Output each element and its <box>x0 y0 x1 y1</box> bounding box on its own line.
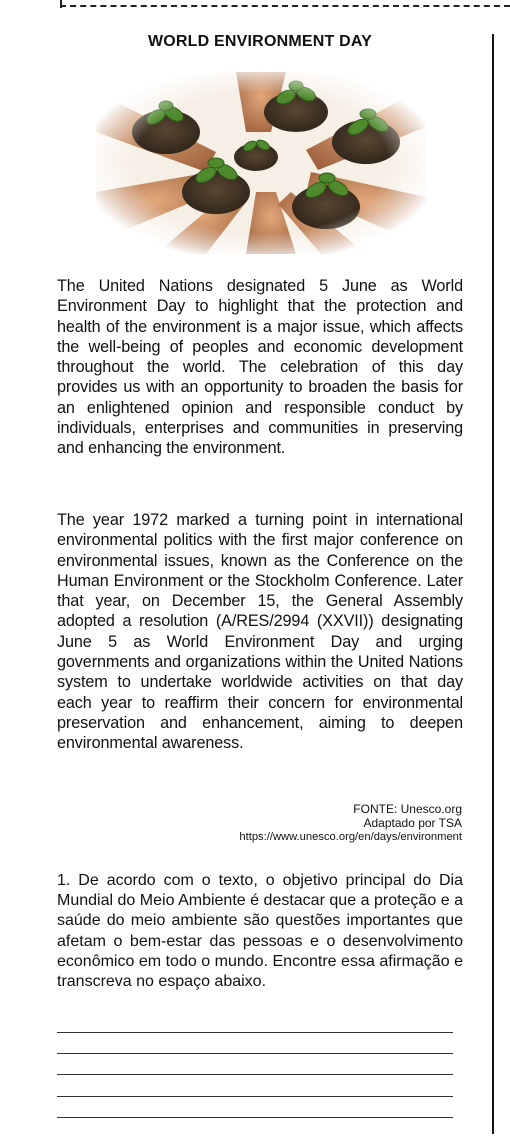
source-adaptation: Adaptado por TSA <box>363 816 462 830</box>
page-title: WORLD ENVIRONMENT DAY <box>147 33 373 50</box>
worksheet-dashed-border <box>60 5 510 7</box>
answer-line[interactable] <box>57 1117 453 1118</box>
answer-line[interactable] <box>57 1074 453 1075</box>
right-margin-rule <box>492 34 494 1134</box>
answer-line[interactable] <box>57 1096 453 1097</box>
question-1: 1. De acordo com o texto, o objetivo principal do Dia Mundial do Meio Ambiente é destacar que a proteção e a saúde do meio ambiente são questões importantes que afetam o bem-estar das pessoas e o desenvolvimento econômico em todo o mundo. Encontre essa afirmação e transcreva no espaço abaixo. <box>57 872 463 991</box>
answer-line[interactable] <box>57 1053 453 1054</box>
paragraph-1: The United Nations designated 5 June as World Environment Day to highlight that the protection and health of the environment is a major issue, which affects the well-being of peoples and economic development throughout the world. The celebration of this day provides us with an opportunity to broaden the basis for an enlightened opinion and responsible conduct by individuals, enterprises and communities in preserving and enhancing the environment. <box>57 277 463 458</box>
paragraph-2: The year 1972 marked a turning point in international environmental politics with the first major conference on environmental issues, known as the Conference on the Human Environment or the Stockholm Conference. Later that year, on December 15, the General Assembly adopted a resolution (A/RES/2994 (XXVII)) designating June 5 as World Environment Day and urging governments and organizations within the United Nations system to undertake worldwide activities on that day each year to reaffirm their concern for environmental preservation and enhancement, aiming to deepen environmental awareness. <box>57 511 463 753</box>
source-credit: FONTE: Unesco.org <box>353 802 462 816</box>
hands-holding-seedlings-image <box>96 72 426 254</box>
answer-line[interactable] <box>57 1032 453 1033</box>
source-url: https://www.unesco.org/en/days/environment <box>239 831 462 843</box>
